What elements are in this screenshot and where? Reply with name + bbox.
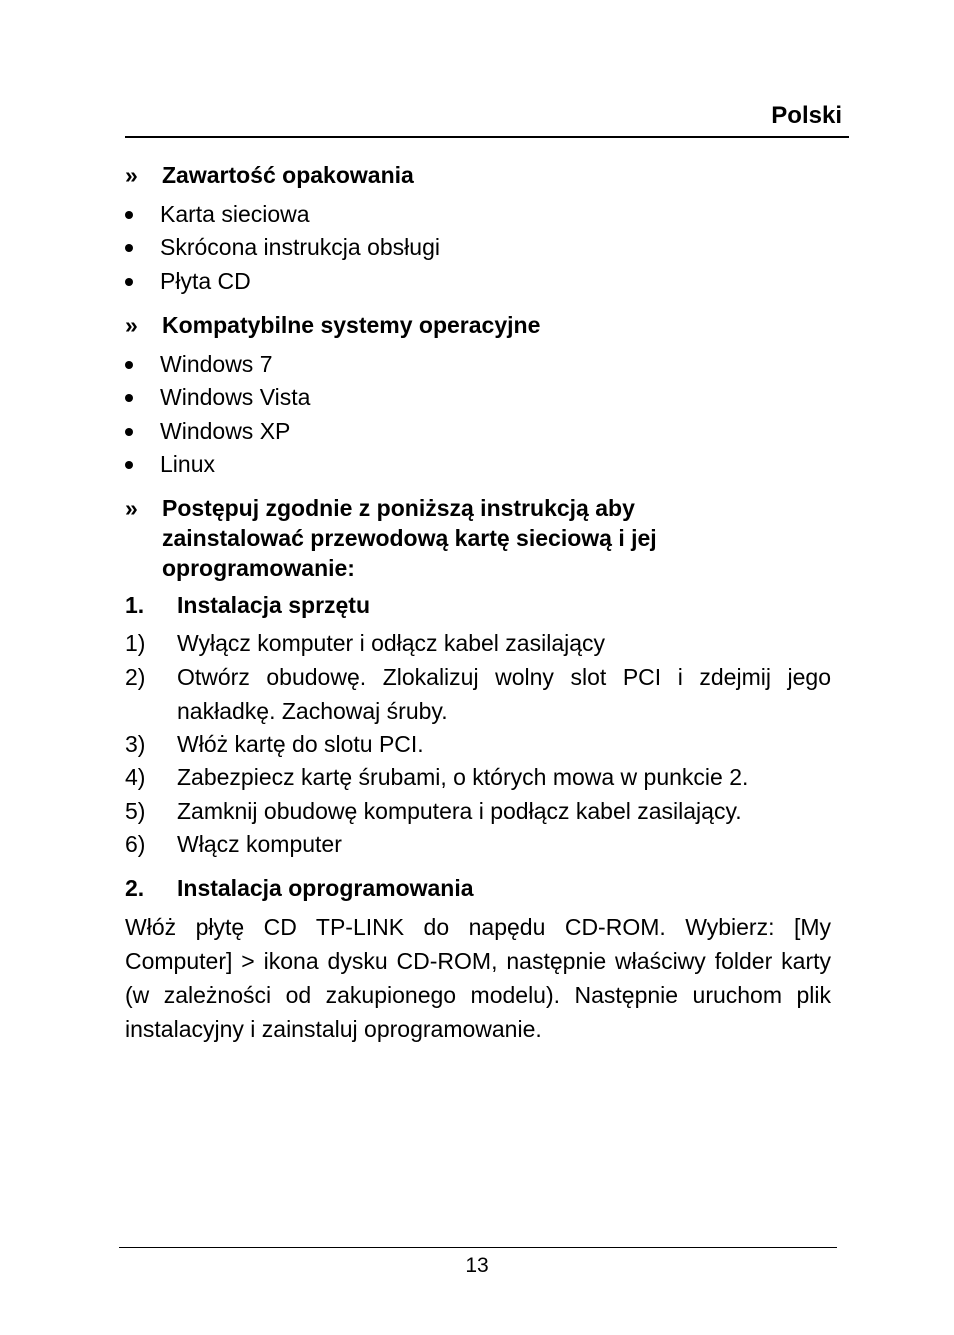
step-item: 6) Włącz komputer [125,831,342,857]
footer-rule [119,1247,837,1248]
step-item: 4) Zabezpiecz kartę śrubami, o których mowa w punkcie 2. [125,764,749,790]
software-paragraph: Włóż płytę CD TP-LINK do napędu CD-ROM. Wybierz: [My Computer] > ikona dysku CD-ROM, następnie właściwy folder karty (w zależności od zakupionego modelu). Następnie uruchom plik instalacyjny i zainstaluj oprogramowanie. [125,914,831,1042]
bullet-icon [125,394,133,402]
step-item: 5) Zamknij obudowę komputera i podłącz kabel zasilający. [125,798,742,824]
header-rule [125,136,849,138]
section-heading-instructions [125,493,715,583]
bullet-icon [125,428,133,436]
section-title: Postępuj zgodnie z poniższą instrukcją aby zainstalować przewodową kartę sieciową i jej oprogramowanie: [162,495,657,581]
step-item: 1) Wyłącz komputer i odłącz kabel zasilający [125,630,606,656]
step-item: 3) Włóż kartę do slotu PCI. [125,731,424,757]
section-title: Zawartość opakowania [162,162,414,188]
section-title: Kompatybilne systemy operacyjne [162,312,541,338]
bullet-icon [125,211,133,219]
bullet-icon [125,244,133,252]
section-marker: » [125,162,138,188]
bullet-icon [125,278,133,286]
section-marker: » [125,312,138,338]
section-heading-package [125,160,725,190]
section-marker: » [125,495,138,521]
bullet-icon [125,361,133,369]
page-number: 13 [465,1254,489,1277]
bullet-icon [125,461,133,469]
section-heading-os [125,310,725,340]
language-label: Polski [771,102,842,129]
step-item: 2) Otwórz obudowę. Zlokalizuj wolny slot PCI i zdejmij jego nakładkę. Zachowaj śruby. [125,664,831,724]
